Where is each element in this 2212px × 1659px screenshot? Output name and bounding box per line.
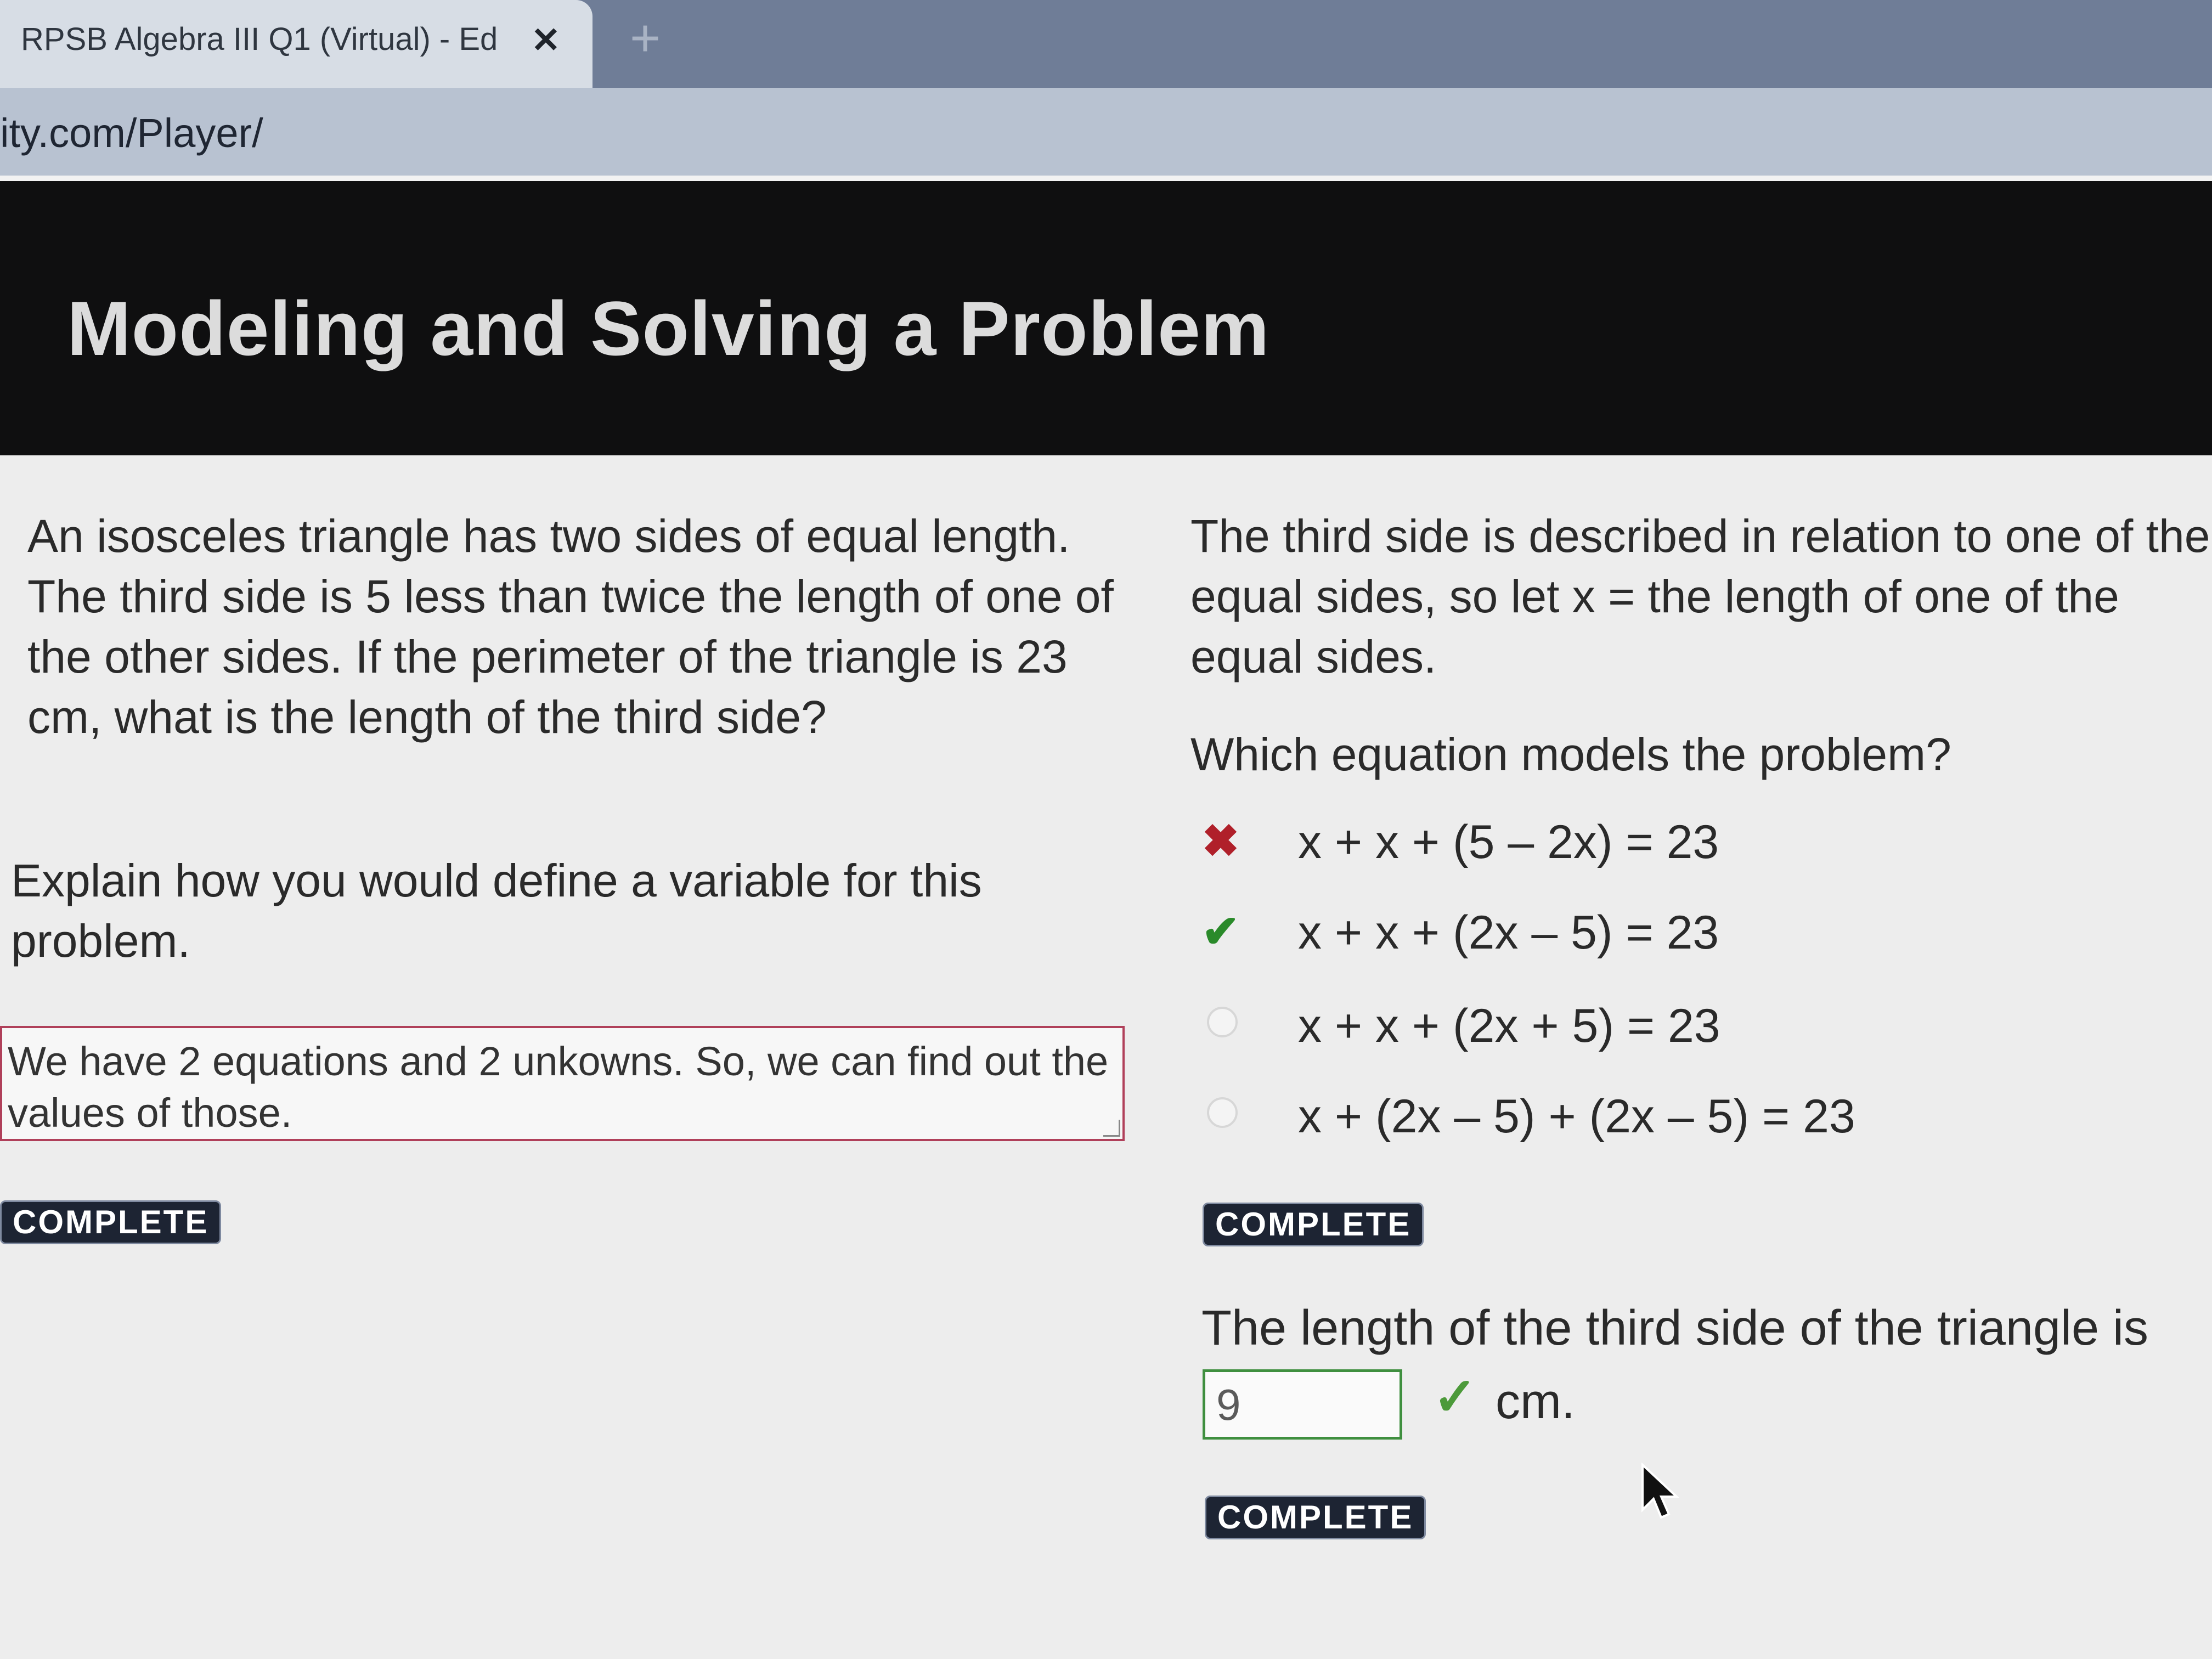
question-text: Which equation models the problem? <box>1190 729 1951 780</box>
equation-option-label: x + x + (2x – 5) = 23 <box>1298 906 1719 959</box>
check-mark-icon: ✓ <box>1433 1368 1477 1426</box>
radio-icon[interactable] <box>1207 1007 1238 1037</box>
complete-button[interactable]: COMPLETE <box>1203 1203 1424 1246</box>
tab-title: RPSB Algebra III Q1 (Virtual) - Ed <box>21 21 498 57</box>
answer-text: We have 2 equations and 2 unkowns. So, we can find out the values of those. <box>8 1039 1109 1136</box>
equation-option-label: x + x + (5 – 2x) = 23 <box>1298 816 1719 868</box>
url-text: ity.com/Player/ <box>0 110 263 156</box>
equation-option[interactable] <box>1201 812 2211 883</box>
equation-option-label: x + (2x – 5) + (2x – 5) = 23 <box>1298 1090 1855 1143</box>
x-mark-icon: ✖ <box>1201 816 1240 866</box>
third-side-value: 9 <box>1216 1380 1241 1429</box>
complete-button[interactable]: COMPLETE <box>0 1200 221 1244</box>
unit-label: cm. <box>1496 1374 1575 1429</box>
explain-prompt: Explain how you would define a variable for this problem. <box>11 855 982 967</box>
browser-tab-strip <box>0 0 2212 88</box>
complete-button[interactable]: COMPLETE <box>1205 1496 1426 1539</box>
page-header <box>0 181 2212 455</box>
page-title: Modeling and Solving a Problem <box>67 285 1270 371</box>
variable-definition-text: The third side is described in relation to one of the equal sides, so let x = the length of one of the equal sides. <box>1190 510 2210 682</box>
answer-textarea[interactable] <box>0 1026 1125 1141</box>
mouse-cursor-icon <box>1640 1463 1684 1523</box>
third-side-input[interactable] <box>1203 1369 1402 1440</box>
problem-statement: An isosceles triangle has two sides of equal length. The third side is 5 less than twice the length of one of the other sides. If the perimeter of the triangle is 23 cm, what is the length of the third side? <box>27 510 1114 743</box>
resize-grip-icon[interactable] <box>1103 1120 1120 1137</box>
equation-option[interactable] <box>1201 1086 2211 1158</box>
check-mark-icon: ✔ <box>1201 907 1240 957</box>
lesson-content <box>0 455 2212 1659</box>
equation-option[interactable] <box>1201 902 2211 974</box>
equation-option[interactable] <box>1201 996 2211 1067</box>
close-icon[interactable]: ✕ <box>531 20 561 60</box>
browser-tab[interactable] <box>0 0 592 88</box>
plus-icon[interactable]: + <box>630 9 661 67</box>
radio-icon[interactable] <box>1207 1097 1238 1128</box>
final-question-text: The length of the third side of the triangle is <box>1201 1301 2149 1356</box>
equation-option-label: x + x + (2x + 5) = 23 <box>1298 1000 1720 1052</box>
address-bar[interactable] <box>0 88 2212 176</box>
